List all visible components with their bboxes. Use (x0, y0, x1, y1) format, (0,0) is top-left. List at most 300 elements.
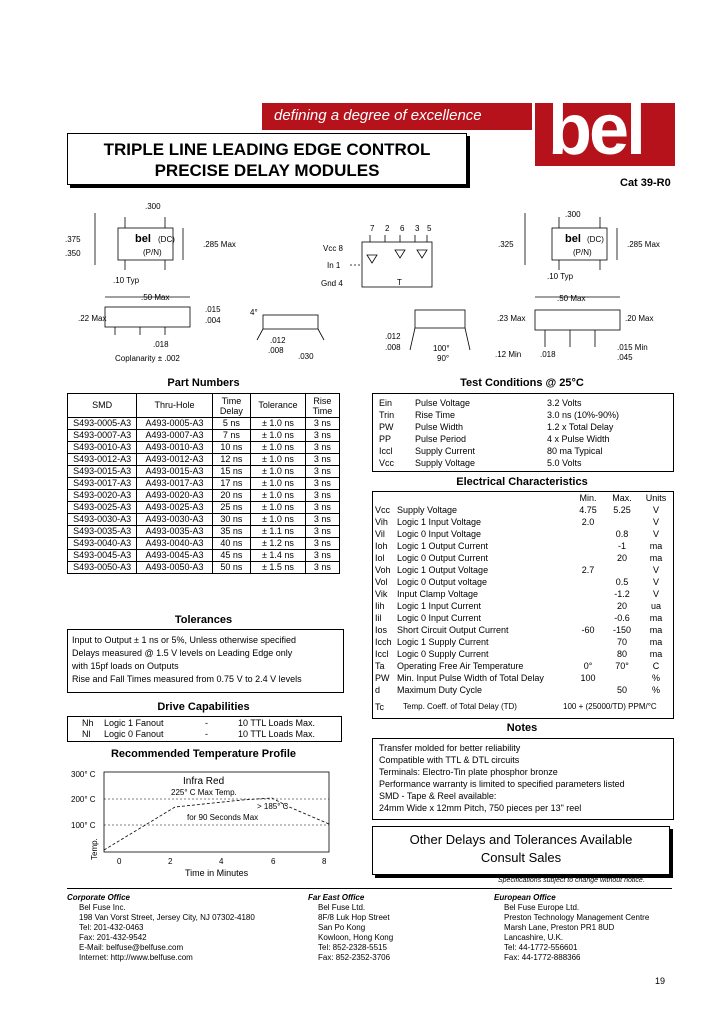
electrical-row (373, 672, 673, 684)
test-condition-row-cell: Rise Time (415, 410, 456, 420)
part-number-row (68, 454, 340, 466)
part-number-row (68, 514, 340, 526)
schematic-pin: 2 (385, 224, 390, 233)
schematic-pin: 7 (370, 224, 375, 233)
test-condition-row-cell: 1.2 x Total Delay (547, 422, 614, 432)
part-number-row-cell: A493-0007-A3 (137, 430, 212, 442)
y-tick: 200° C (71, 795, 96, 804)
footer-line: Bel Fuse Ltd. (318, 903, 366, 912)
footer-line: Internet: http://www.belfuse.com (79, 953, 193, 962)
col-header-min: Min. (579, 493, 597, 503)
temp-curve (104, 798, 329, 850)
part-number-row-cell: 3 ns (305, 538, 339, 550)
electrical-row-cell: Logic 0 Output voltage (397, 577, 488, 587)
test-condition-row (373, 421, 621, 433)
side-profile (263, 315, 318, 329)
footer-line: Bel Fuse Inc. (79, 903, 126, 912)
dim-20max: .20 Max (625, 314, 654, 323)
drive-desc: Logic 1 Fanout (104, 718, 164, 728)
part-number-row (68, 526, 340, 538)
electrical-row (373, 528, 673, 540)
footer-fareast-header: Far East Office (308, 893, 365, 902)
electrical-row-cell: ma (649, 541, 663, 551)
dim-015: .015 (205, 305, 221, 314)
part-number-row-cell: A493-0035-A3 (137, 526, 212, 538)
electrical-row (373, 648, 673, 660)
electrical-row-cell: Logic 0 Supply Current (397, 649, 489, 659)
electrical-row-cell: -1.2 (614, 589, 630, 599)
col-header-smd: SMD (68, 394, 137, 418)
drive-dash: - (205, 718, 208, 728)
note-line: 24mm Wide x 12mm Pitch, 750 pieces per 13" reel (379, 803, 582, 813)
electrical-row-cell: 20 (616, 601, 627, 611)
dc-mark-left: (DC) (158, 235, 175, 244)
electrical-row-cell (571, 684, 605, 696)
footer-line: Marsh Lane, Preston PR1 8UD (504, 923, 615, 932)
dim-012-side: .012 (270, 336, 286, 345)
footer-line: Preston Technology Management Centre (504, 913, 650, 922)
y-tick: 100° C (71, 821, 96, 830)
tc-symbol: Tc (375, 702, 384, 712)
drive-desc: Logic 0 Fanout (104, 729, 164, 739)
electrical-row-cell: ma (649, 553, 663, 563)
electrical-row-cell: 100 (580, 673, 596, 683)
electrical-row-cell: C (652, 661, 660, 671)
electrical-row-cell: 0.8 (615, 529, 629, 539)
dim-10typ-left: .10 Typ (113, 276, 140, 285)
electrical-row-cell: V (652, 589, 659, 599)
note-line: Terminals: Electro-Tin plate phosphor bronze (379, 767, 558, 777)
footer-line: Fax: 852-2352-3706 (318, 953, 391, 962)
dim-285max-left: .285 Max (203, 240, 236, 249)
part-number-row-cell: 20 ns (212, 490, 250, 502)
drive-value: 10 TTL Loads Max. (238, 718, 316, 728)
electrical-row-cell: Ioh (375, 541, 388, 551)
part-number-row-cell: 50 ns (212, 562, 250, 574)
test-condition-row-cell: Supply Voltage (415, 458, 476, 468)
schematic-t: T (397, 278, 402, 287)
electrical-row-cell (605, 516, 639, 528)
electrical-row-cell: Vil (375, 529, 385, 539)
electrical-row-cell (605, 564, 639, 576)
footer-line: Fax: 44-1772-888366 (504, 953, 581, 962)
y-axis-label: Temp. (90, 838, 99, 860)
part-number-row-cell: S493-0015-A3 (68, 466, 137, 478)
tagline: defining a degree of excellence (274, 107, 482, 124)
part-number-row-cell: S493-0040-A3 (68, 538, 137, 550)
part-number-row-cell: S493-0020-A3 (68, 490, 137, 502)
part-number-row-cell: A493-0012-A3 (137, 454, 212, 466)
footer-line: Bel Fuse Europe Ltd. (504, 903, 580, 912)
electrical-row-cell: 4.75 (579, 505, 597, 515)
electrical-row-cell: Vik (375, 589, 388, 599)
electrical-box (372, 491, 674, 719)
note-line: Compatible with TTL & DTL circuits (379, 755, 520, 765)
electrical-row-cell: V (652, 565, 659, 575)
col-header-rise-time: Rise Time (305, 394, 339, 418)
label-max-temp: 225° C Max Temp. (171, 788, 237, 797)
electrical-row (373, 600, 673, 612)
title-line-1: TRIPLE LINE LEADING EDGE CONTROL (103, 140, 431, 159)
part-number-row-cell: S493-0035-A3 (68, 526, 137, 538)
spec-note: Specifications subject to change without notice. (498, 877, 645, 884)
electrical-row-cell: ma (649, 613, 663, 623)
notes-title: Notes (506, 722, 538, 734)
electrical-row-cell: 70° (615, 661, 629, 671)
electrical-row-cell: Logic 1 Supply Current (397, 637, 489, 647)
electrical-row-cell: 2.0 (581, 517, 595, 527)
test-condition-row (373, 409, 621, 421)
electrical-row-cell: 0.5 (615, 577, 629, 587)
pn-mark-left: (P/N) (143, 248, 162, 257)
footer-europe (494, 893, 649, 963)
electrical-row-cell: Logic 1 Input Voltage (397, 517, 482, 527)
schematic-pin: 6 (400, 224, 405, 233)
electrical-row-cell (571, 636, 605, 648)
dim-300-right: .300 (565, 210, 581, 219)
pn-mark-right: (P/N) (573, 248, 592, 257)
part-number-row-cell: ± 1.0 ns (251, 502, 306, 514)
tolerance-line: Input to Output ± 1 ns or 5%, Unless otherwise specified (72, 635, 297, 645)
footer-europe-header: European Office (494, 893, 556, 902)
dim-50max-right: .50 Max (557, 294, 586, 303)
test-condition-row-cell: 5.0 Volts (547, 458, 582, 468)
footer-line: Tel: 852-2328-5515 (318, 943, 387, 952)
dim-325: .325 (498, 240, 514, 249)
footer-line: E-Mail: belfuse@belfuse.com (79, 943, 184, 952)
electrical-row-cell: Ios (375, 625, 388, 635)
other-delays-line1: Other Delays and Tolerances Available (409, 832, 633, 847)
part-number-row-cell: ± 1.4 ns (251, 550, 306, 562)
electrical-row (373, 624, 673, 636)
test-condition-row (373, 397, 621, 409)
test-condition-row (373, 445, 621, 457)
part-number-row-cell: 3 ns (305, 454, 339, 466)
x-tick: 6 (271, 857, 276, 866)
footer-line: Tel: 201-432-0463 (79, 923, 144, 932)
dim-100deg: 100° (433, 344, 450, 353)
col-header-tolerance: Tolerance (251, 394, 306, 418)
test-condition-row-cell: 3.0 ns (10%-90%) (547, 410, 620, 420)
footer-line: 8F/8 Luk Hop Street (318, 913, 390, 922)
test-condition-row-cell: 3.2 Volts (547, 398, 582, 408)
electrical-row-cell: PW (375, 673, 390, 683)
label-185: > 185° C (257, 802, 289, 811)
electrical-row-cell (571, 528, 605, 540)
part-number-row-cell: S493-0012-A3 (68, 454, 137, 466)
part-number-row-cell: A493-0005-A3 (137, 418, 212, 430)
electrical-row-cell: Logic 0 Input Voltage (397, 529, 482, 539)
electrical-row-cell (571, 576, 605, 588)
drive-capabilities-title: Drive Capabilities (157, 701, 250, 713)
part-number-row-cell: 3 ns (305, 562, 339, 574)
test-condition-row (373, 457, 621, 469)
part-number-row-cell: ± 1.0 ns (251, 466, 306, 478)
electrical-row-cell: Iil (375, 613, 382, 623)
footer-far-east (308, 893, 393, 963)
electrical-row-cell: Logic 0 Output Current (397, 553, 489, 563)
dim-015min: .015 Min (617, 343, 648, 352)
part-number-row-cell: A493-0045-A3 (137, 550, 212, 562)
dim-004: .004 (205, 316, 221, 325)
electrical-row-cell: Logic 0 Input Current (397, 613, 482, 623)
electrical-row-cell: -60 (581, 625, 595, 635)
temp-profile-chart (67, 762, 340, 880)
right-package-side-view (535, 310, 620, 330)
electrical-row-cell: ma (649, 625, 663, 635)
note-line: Transfer molded for better reliability (379, 743, 521, 753)
part-number-row-cell: 12 ns (212, 454, 250, 466)
electrical-row-cell: Iih (375, 601, 385, 611)
part-number-row-cell: 3 ns (305, 466, 339, 478)
electrical-row (373, 516, 673, 528)
part-number-row-cell: A493-0025-A3 (137, 502, 212, 514)
part-number-row-cell: A493-0010-A3 (137, 442, 212, 454)
tolerance-line: Delays measured @ 1.5 V levels on Leading Edge only (72, 648, 293, 658)
electrical-row-cell: Iol (375, 553, 385, 563)
part-number-row-cell: A493-0030-A3 (137, 514, 212, 526)
test-conditions-title: Test Conditions @ 25°C (460, 377, 584, 389)
test-condition-row-cell: Pulse Width (415, 422, 464, 432)
electrical-row-cell (571, 552, 605, 564)
electrical-row-cell: -1 (617, 541, 626, 551)
electrical-row-cell: ma (649, 649, 663, 659)
footer-line: Lancashire, U.K. (504, 933, 564, 942)
test-condition-row-cell: Supply Current (415, 446, 476, 456)
electrical-row (373, 564, 673, 576)
part-number-row-cell: 15 ns (212, 466, 250, 478)
part-number-row-cell: ± 1.0 ns (251, 478, 306, 490)
electrical-row-cell: Logic 1 Output Voltage (397, 565, 489, 575)
electrical-row-cell: 5.25 (613, 505, 631, 515)
electrical-row-cell: 50 (616, 685, 627, 695)
part-number-row-cell: 3 ns (305, 514, 339, 526)
part-number-row-cell: 45 ns (212, 550, 250, 562)
x-tick: 4 (219, 857, 224, 866)
part-number-row-cell: S493-0005-A3 (68, 418, 137, 430)
test-condition-row-cell: PW (379, 422, 394, 432)
x-tick: 8 (322, 857, 327, 866)
electrical-row (373, 504, 673, 516)
electrical-row-cell: Short Circuit Output Current (397, 625, 509, 635)
electrical-row-cell: Vih (375, 517, 388, 527)
buffer-symbol (367, 255, 377, 263)
dim-22max: .22 Max (78, 314, 107, 323)
part-number-row-cell: 25 ns (212, 502, 250, 514)
electrical-row-cell (571, 600, 605, 612)
dim-12min: .12 Min (495, 350, 522, 359)
part-number-row-cell: 3 ns (305, 502, 339, 514)
bel-logo: bel (548, 90, 644, 170)
part-number-row-cell: A493-0020-A3 (137, 490, 212, 502)
part-number-row-cell: 35 ns (212, 526, 250, 538)
electrical-row-cell: Logic 1 Output Current (397, 541, 489, 551)
other-delays-box (372, 826, 670, 875)
catalog-number: Cat 39-R0 (620, 177, 671, 189)
electrical-row-cell: Ta (375, 661, 385, 671)
part-number-row-cell: 5 ns (212, 418, 250, 430)
schematic-pin: 3 (415, 224, 420, 233)
part-number-row-cell: 3 ns (305, 490, 339, 502)
electrical-row-cell: 70 (616, 637, 627, 647)
dim-018-right: .018 (540, 350, 556, 359)
electrical-row-cell: 20 (616, 553, 627, 563)
part-number-row-cell: A493-0017-A3 (137, 478, 212, 490)
dim-045: .045 (617, 353, 633, 362)
drive-value: 10 TTL Loads Max. (238, 729, 316, 739)
part-number-row (68, 466, 340, 478)
test-condition-row-cell: Pulse Voltage (415, 398, 471, 408)
electrical-row-cell (605, 672, 639, 684)
electrical-row-cell: V (652, 577, 659, 587)
dim-018-left: .018 (153, 340, 169, 349)
part-number-row-cell: 3 ns (305, 442, 339, 454)
footer-line: 198 Van Vorst Street, Jersey City, NJ 07302-4180 (79, 913, 255, 922)
part-number-row (68, 562, 340, 574)
electrical-row (373, 684, 673, 696)
electrical-row-cell: ma (649, 637, 663, 647)
tc-label: Temp. Coeff. of Total Delay (TD) (403, 702, 517, 711)
part-numbers-title: Part Numbers (167, 377, 240, 389)
x-tick: 2 (168, 857, 173, 866)
part-number-row (68, 418, 340, 430)
electrical-title: Electrical Characteristics (456, 476, 588, 488)
part-number-row (68, 490, 340, 502)
electrical-row-cell: 2.7 (581, 565, 595, 575)
footer-corporate-header: Corporate Office (67, 893, 130, 902)
y-tick: 300° C (71, 770, 96, 779)
bel-mark-right: bel (565, 233, 581, 245)
part-number-row-cell: 3 ns (305, 550, 339, 562)
tolerance-line: Rise and Fall Times measured from 0.75 V to 2.4 V levels (72, 674, 302, 684)
schematic-pin: 5 (427, 224, 432, 233)
part-number-row (68, 430, 340, 442)
electrical-row-cell: % (651, 685, 660, 695)
part-number-row-cell: ± 1.0 ns (251, 454, 306, 466)
part-number-row (68, 550, 340, 562)
part-number-row-cell: A493-0050-A3 (137, 562, 212, 574)
part-number-row-cell: 40 ns (212, 538, 250, 550)
part-number-row-cell: S493-0017-A3 (68, 478, 137, 490)
drive-dash: - (205, 729, 208, 739)
electrical-row-cell (571, 540, 605, 552)
left-package-side-view (105, 307, 190, 327)
test-condition-row-cell: Ein (379, 398, 393, 408)
test-conditions-box (372, 393, 674, 472)
temp-profile-title: Recommended Temperature Profile (110, 748, 296, 760)
electrical-row-cell: Logic 1 Input Current (397, 601, 482, 611)
label-90-seconds: for 90 Seconds Max (187, 813, 259, 822)
part-number-row-cell: ± 1.0 ns (251, 514, 306, 526)
electrical-row-cell (571, 588, 605, 600)
part-number-row-cell: ± 1.0 ns (251, 418, 306, 430)
dim-012b: .012 (385, 332, 401, 341)
test-condition-row-cell: 4 x Pulse Width (547, 434, 610, 444)
test-condition-row (373, 433, 621, 445)
part-number-row-cell: ± 1.5 ns (251, 562, 306, 574)
part-number-row-cell: ± 1.0 ns (251, 442, 306, 454)
col-header-time-delay: Time Delay (212, 394, 250, 418)
bel-mark-left: bel (135, 233, 151, 245)
part-number-row-cell: S493-0010-A3 (68, 442, 137, 454)
electrical-row-cell: Voh (375, 565, 391, 575)
electrical-row-cell: d (375, 685, 381, 695)
part-number-row (68, 442, 340, 454)
title-box (67, 133, 467, 185)
dim-350: .350 (65, 249, 81, 258)
note-line: SMD - Tape & Reel available: (379, 791, 497, 801)
title-line-2: PRECISE DELAY MODULES (154, 161, 380, 180)
drive-sym: Nl (82, 729, 91, 739)
part-number-row-cell: 3 ns (305, 526, 339, 538)
part-number-row-cell: ± 1.0 ns (251, 430, 306, 442)
part-number-row-cell: 3 ns (305, 418, 339, 430)
side-profile-right (415, 310, 465, 328)
x-tick: 0 (117, 857, 122, 866)
tolerances-title: Tolerances (174, 614, 233, 626)
col-header-max: Max. (612, 493, 632, 503)
part-number-row-cell: S493-0007-A3 (68, 430, 137, 442)
electrical-row-cell (571, 612, 605, 624)
dim-008b: .008 (385, 343, 401, 352)
electrical-row-cell: Min. Input Pulse Width of Total Delay (397, 673, 544, 683)
part-number-row-cell: S493-0050-A3 (68, 562, 137, 574)
part-number-row-cell: 7 ns (212, 430, 250, 442)
dim-008-side: .008 (268, 346, 284, 355)
electrical-row-cell: -0.6 (614, 613, 630, 623)
part-number-row-cell: 3 ns (305, 478, 339, 490)
electrical-row-cell: 80 (616, 649, 627, 659)
electrical-row-cell: Iccl (375, 649, 389, 659)
part-number-row-cell: S493-0045-A3 (68, 550, 137, 562)
dim-50max-left: .50 Max (141, 293, 170, 302)
electrical-row-cell: 0° (583, 661, 593, 671)
dim-10typ-right: .10 Typ (547, 272, 574, 281)
test-condition-row-cell: Trin (379, 410, 395, 420)
test-condition-row-cell: PP (379, 434, 392, 444)
coplanarity: Coplanarity ± .002 (115, 354, 180, 363)
electrical-row-cell: Icch (375, 637, 392, 647)
test-condition-row-cell: Pulse Period (415, 434, 467, 444)
footer-line: Tel: 44-1772-556601 (504, 943, 578, 952)
electrical-row-cell: Input Clamp Voltage (397, 589, 479, 599)
electrical-row-cell (571, 648, 605, 660)
electrical-row (373, 612, 673, 624)
part-number-row-cell: ± 1.1 ns (251, 526, 306, 538)
electrical-row-cell: V (652, 529, 659, 539)
electrical-row-cell: Vcc (375, 505, 391, 515)
part-number-row-cell: 3 ns (305, 430, 339, 442)
electrical-row-cell: Maximum Duty Cycle (397, 685, 483, 695)
col-header-units: Units (645, 493, 667, 503)
footer-line: Fax: 201-432-9542 (79, 933, 147, 942)
electrical-row-cell: Supply Voltage (397, 505, 458, 515)
footer-line: Kowloon, Hong Kong (318, 933, 394, 942)
part-number-row-cell: ± 1.2 ns (251, 538, 306, 550)
part-number-row-cell: 17 ns (212, 478, 250, 490)
electrical-row (373, 576, 673, 588)
footer-line: San Po Kong (318, 923, 366, 932)
tc-value: 100 + (25000/TD) PPM/°C (563, 702, 657, 711)
dc-mark-right: (DC) (587, 235, 604, 244)
test-conditions-table (373, 397, 621, 469)
part-number-row (68, 502, 340, 514)
part-number-row (68, 538, 340, 550)
x-axis-label: Time in Minutes (185, 868, 249, 878)
label-infra-red: Infra Red (183, 776, 225, 787)
electrical-table (373, 492, 673, 696)
schematic-vcc: Vcc 8 (323, 244, 344, 253)
